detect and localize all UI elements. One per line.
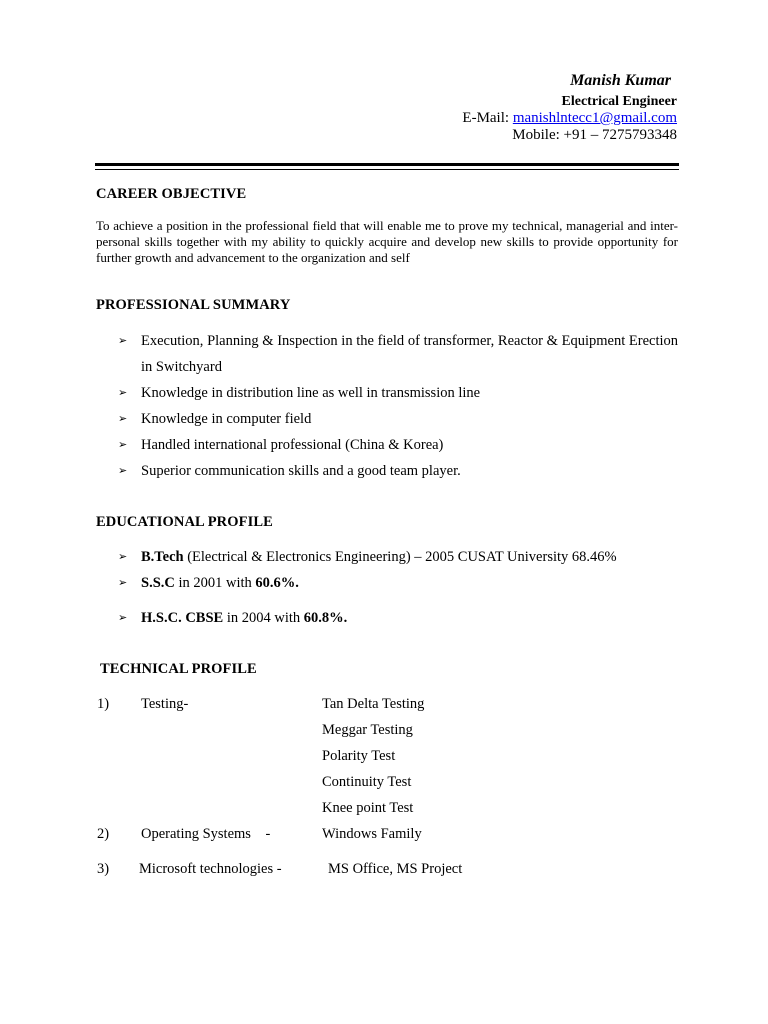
header-divider-thin bbox=[95, 169, 679, 170]
mobile-line: Mobile: +91 – 7275793348 bbox=[512, 127, 677, 143]
tech-row-number: 1) bbox=[97, 696, 110, 712]
tech-row-value: Windows Family bbox=[322, 826, 422, 842]
tech-row-value: Polarity Test bbox=[322, 748, 396, 764]
list-item: ➢ Handled international professional (China & Korea) bbox=[118, 432, 678, 458]
list-item: ➢ S.S.C in 2001 with 60.6%. bbox=[118, 570, 678, 596]
list-item: ➢ H.S.C. CBSE in 2004 with 60.8%. bbox=[118, 605, 678, 631]
arrow-bullet-icon: ➢ bbox=[118, 334, 128, 347]
list-item: ➢ Knowledge in computer field bbox=[118, 406, 678, 432]
candidate-role: Electrical Engineer bbox=[561, 94, 677, 109]
professional-summary-list bbox=[118, 328, 678, 484]
list-item: ➢ Knowledge in distribution line as well in transmission line bbox=[118, 380, 678, 406]
arrow-bullet-icon: ➢ bbox=[118, 464, 128, 477]
arrow-bullet-icon: ➢ bbox=[118, 550, 128, 563]
tech-row-label: Operating Systems - bbox=[141, 826, 271, 842]
list-item: ➢ Execution, Planning & Inspection in the field of transformer, Reactor & Equipment Erection in Switchyard bbox=[118, 328, 678, 380]
career-objective-title: CAREER OBJECTIVE bbox=[96, 186, 247, 202]
arrow-bullet-icon: ➢ bbox=[118, 611, 128, 624]
arrow-bullet-icon: ➢ bbox=[118, 412, 128, 425]
educational-profile-list bbox=[118, 544, 678, 631]
arrow-bullet-icon: ➢ bbox=[118, 438, 128, 451]
email-label: E-Mail: bbox=[462, 110, 510, 126]
arrow-bullet-icon: ➢ bbox=[118, 386, 128, 399]
tech-row-value: Continuity Test bbox=[322, 774, 412, 790]
career-objective-text: To achieve a position in the professional field that will enable me to prove my technical, managerial and inter-personal skills together with my ability to quickly acquire and develop new skills to provide opportunity for further growth and advancement to the organization and self bbox=[96, 218, 678, 265]
educational-profile-title: EDUCATIONAL PROFILE bbox=[96, 514, 273, 530]
tech-row-value: Knee point Test bbox=[322, 800, 414, 816]
arrow-bullet-icon: ➢ bbox=[118, 576, 128, 589]
tech-row-value: Meggar Testing bbox=[322, 722, 413, 738]
technical-profile-title: TECHNICAL PROFILE bbox=[100, 661, 257, 677]
tech-row-value: Tan Delta Testing bbox=[322, 696, 425, 712]
email-line bbox=[462, 110, 677, 127]
tech-row-number: 2) bbox=[97, 826, 110, 842]
professional-summary-title: PROFESSIONAL SUMMARY bbox=[96, 297, 291, 313]
list-item: ➢ Superior communication skills and a good team player. bbox=[118, 458, 678, 484]
tech-row-number: 3) bbox=[97, 861, 110, 877]
list-item: ➢ B.Tech (Electrical & Electronics Engineering) – 2005 CUSAT University 68.46% bbox=[118, 544, 678, 570]
tech-row-label: Microsoft technologies - bbox=[139, 861, 282, 877]
tech-row-label: Testing- bbox=[141, 696, 189, 712]
candidate-name: Manish Kumar bbox=[570, 72, 671, 89]
resume-header bbox=[462, 72, 677, 144]
tech-row-value: MS Office, MS Project bbox=[328, 861, 463, 877]
email-link[interactable]: manishlntecc1@gmail.com bbox=[512, 110, 677, 126]
header-divider-thick bbox=[95, 163, 679, 166]
